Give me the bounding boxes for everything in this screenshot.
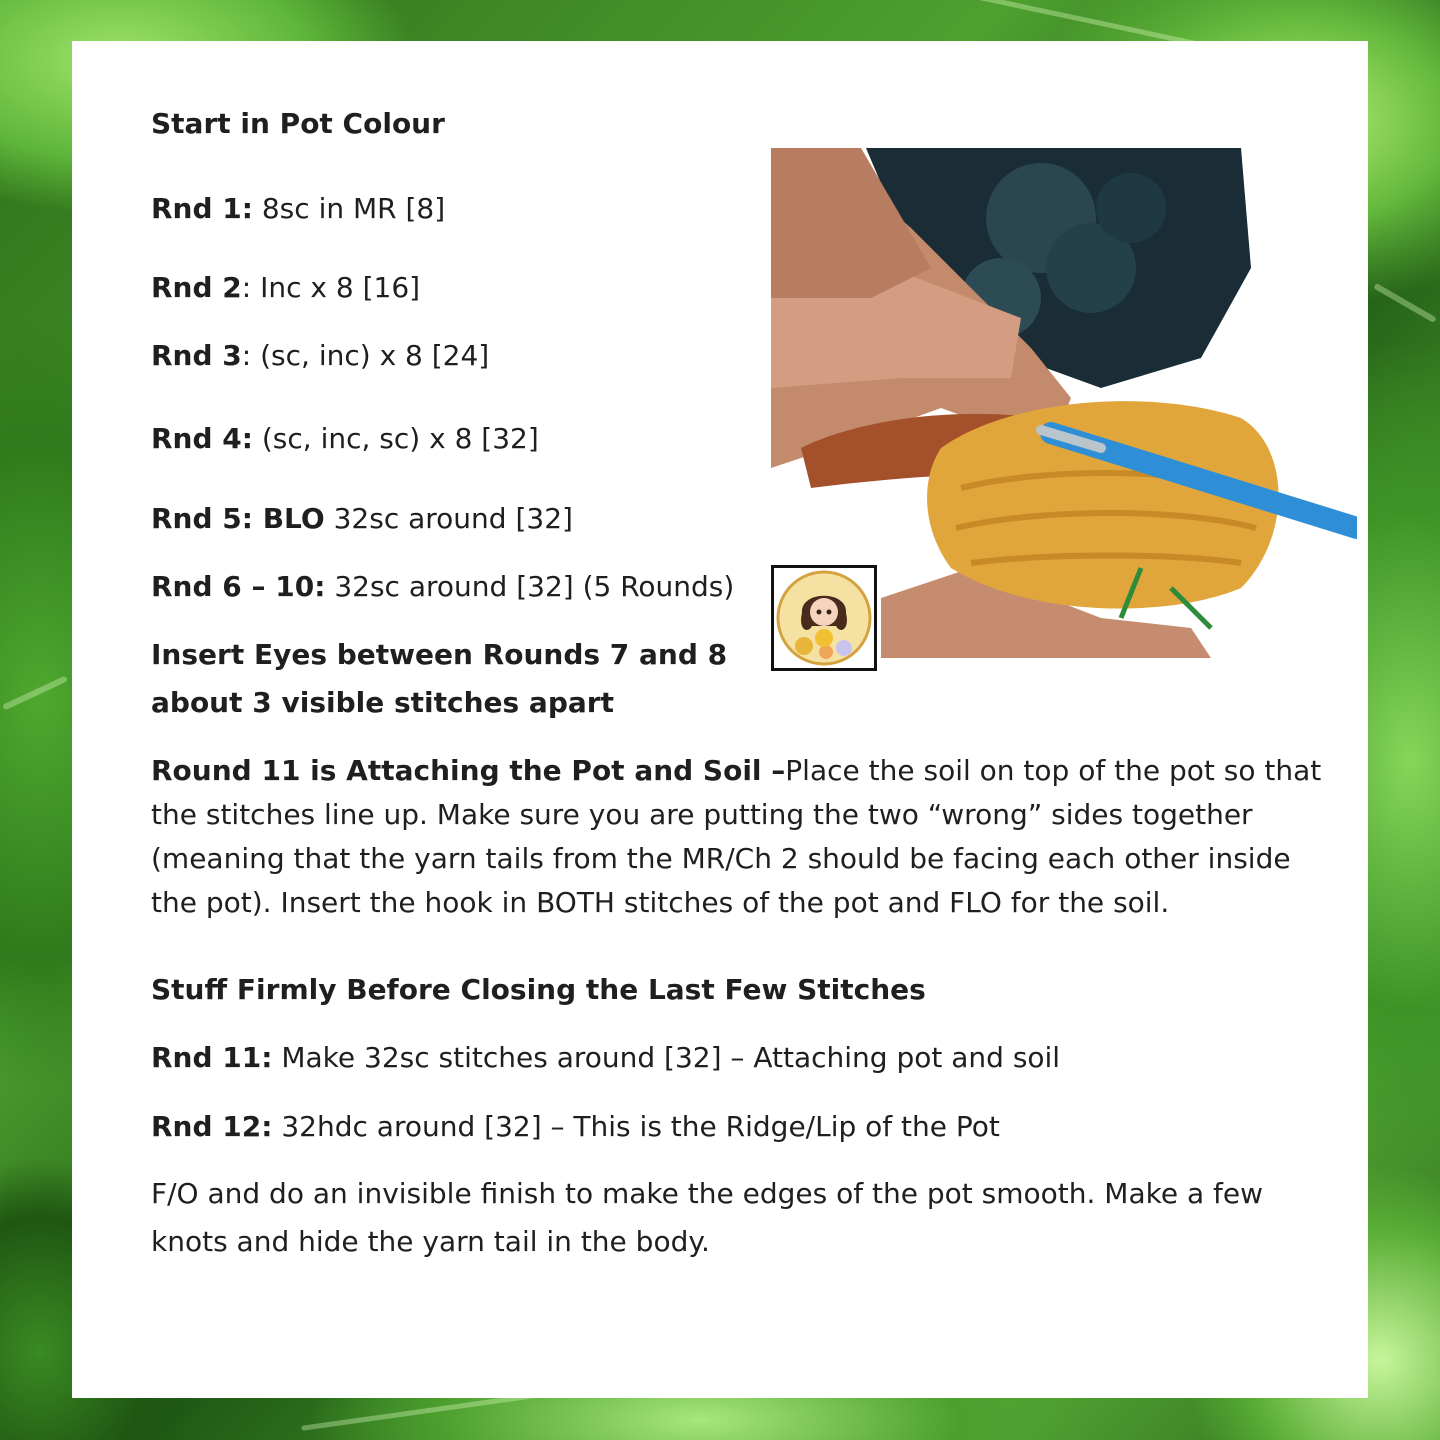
leaf-vein [903,0,1197,46]
round-label: Rnd 3 [151,339,242,372]
round-text: 32sc around [32] (5 Rounds) [325,570,735,603]
round-11-para-line-2: the stitches line up. Make sure you are putting the two “wrong” sides together [151,798,1253,831]
eyes-note-line-2: about 3 visible stitches apart [151,686,614,719]
round-label: Rnd 5: BLO [151,502,325,535]
round-11 [151,1036,1060,1080]
round-11-para-line-4: the pot). Insert the hook in BOTH stitches of the pot and FLO for the soil. [151,886,1170,919]
round-12 [151,1105,1000,1149]
leaf-vein [2,675,68,710]
leaf-vein [1373,283,1437,323]
round-label: Rnd 1: [151,192,253,225]
round-text: 32sc around [32] [324,502,573,535]
round-label: Rnd 11: [151,1041,273,1074]
round-text: Make 32sc stitches around [32] – Attaching pot and soil [272,1041,1061,1074]
round-text: 32hdc around [32] – This is the Ridge/Lip of the Pot [272,1110,1000,1143]
round-11-para-bold: Round 11 is Attaching the Pot and Soil – [151,754,786,787]
round-text: 8sc in MR [8] [252,192,446,225]
round-4 [151,417,539,461]
eyes-note-line-1: Insert Eyes between Rounds 7 and 8 [151,638,728,671]
round-text: : Inc x 8 [16] [241,271,421,304]
round-5 [151,497,573,541]
crochet-girl-avatar-icon [771,565,877,671]
round-label: Rnd 4: [151,422,253,455]
stuff-heading: Stuff Firmly Before Closing the Last Few Stitches [151,973,926,1006]
round-2 [151,266,420,310]
page-title: Start in Pot Colour [151,107,445,140]
round-11-para-text: Place the soil on top of the pot so that [785,754,1322,787]
round-3 [151,334,489,378]
finish-line-1: F/O and do an invisible finish to make the edges of the pot smooth. Make a few [151,1177,1263,1210]
round-11-para-line-3: (meaning that the yarn tails from the MR/Ch 2 should be facing each other inside [151,842,1291,875]
round-text: (sc, inc, sc) x 8 [32] [252,422,539,455]
round-label: Rnd 6 – 10: [151,570,326,603]
round-1 [151,187,445,231]
round-text: : (sc, inc) x 8 [24] [241,339,490,372]
round-11-para-line-1 [151,749,1321,793]
round-label: Rnd 2 [151,271,242,304]
round-6-10 [151,565,734,609]
round-label: Rnd 12: [151,1110,273,1143]
finish-line-2: knots and hide the yarn tail in the body. [151,1225,710,1258]
